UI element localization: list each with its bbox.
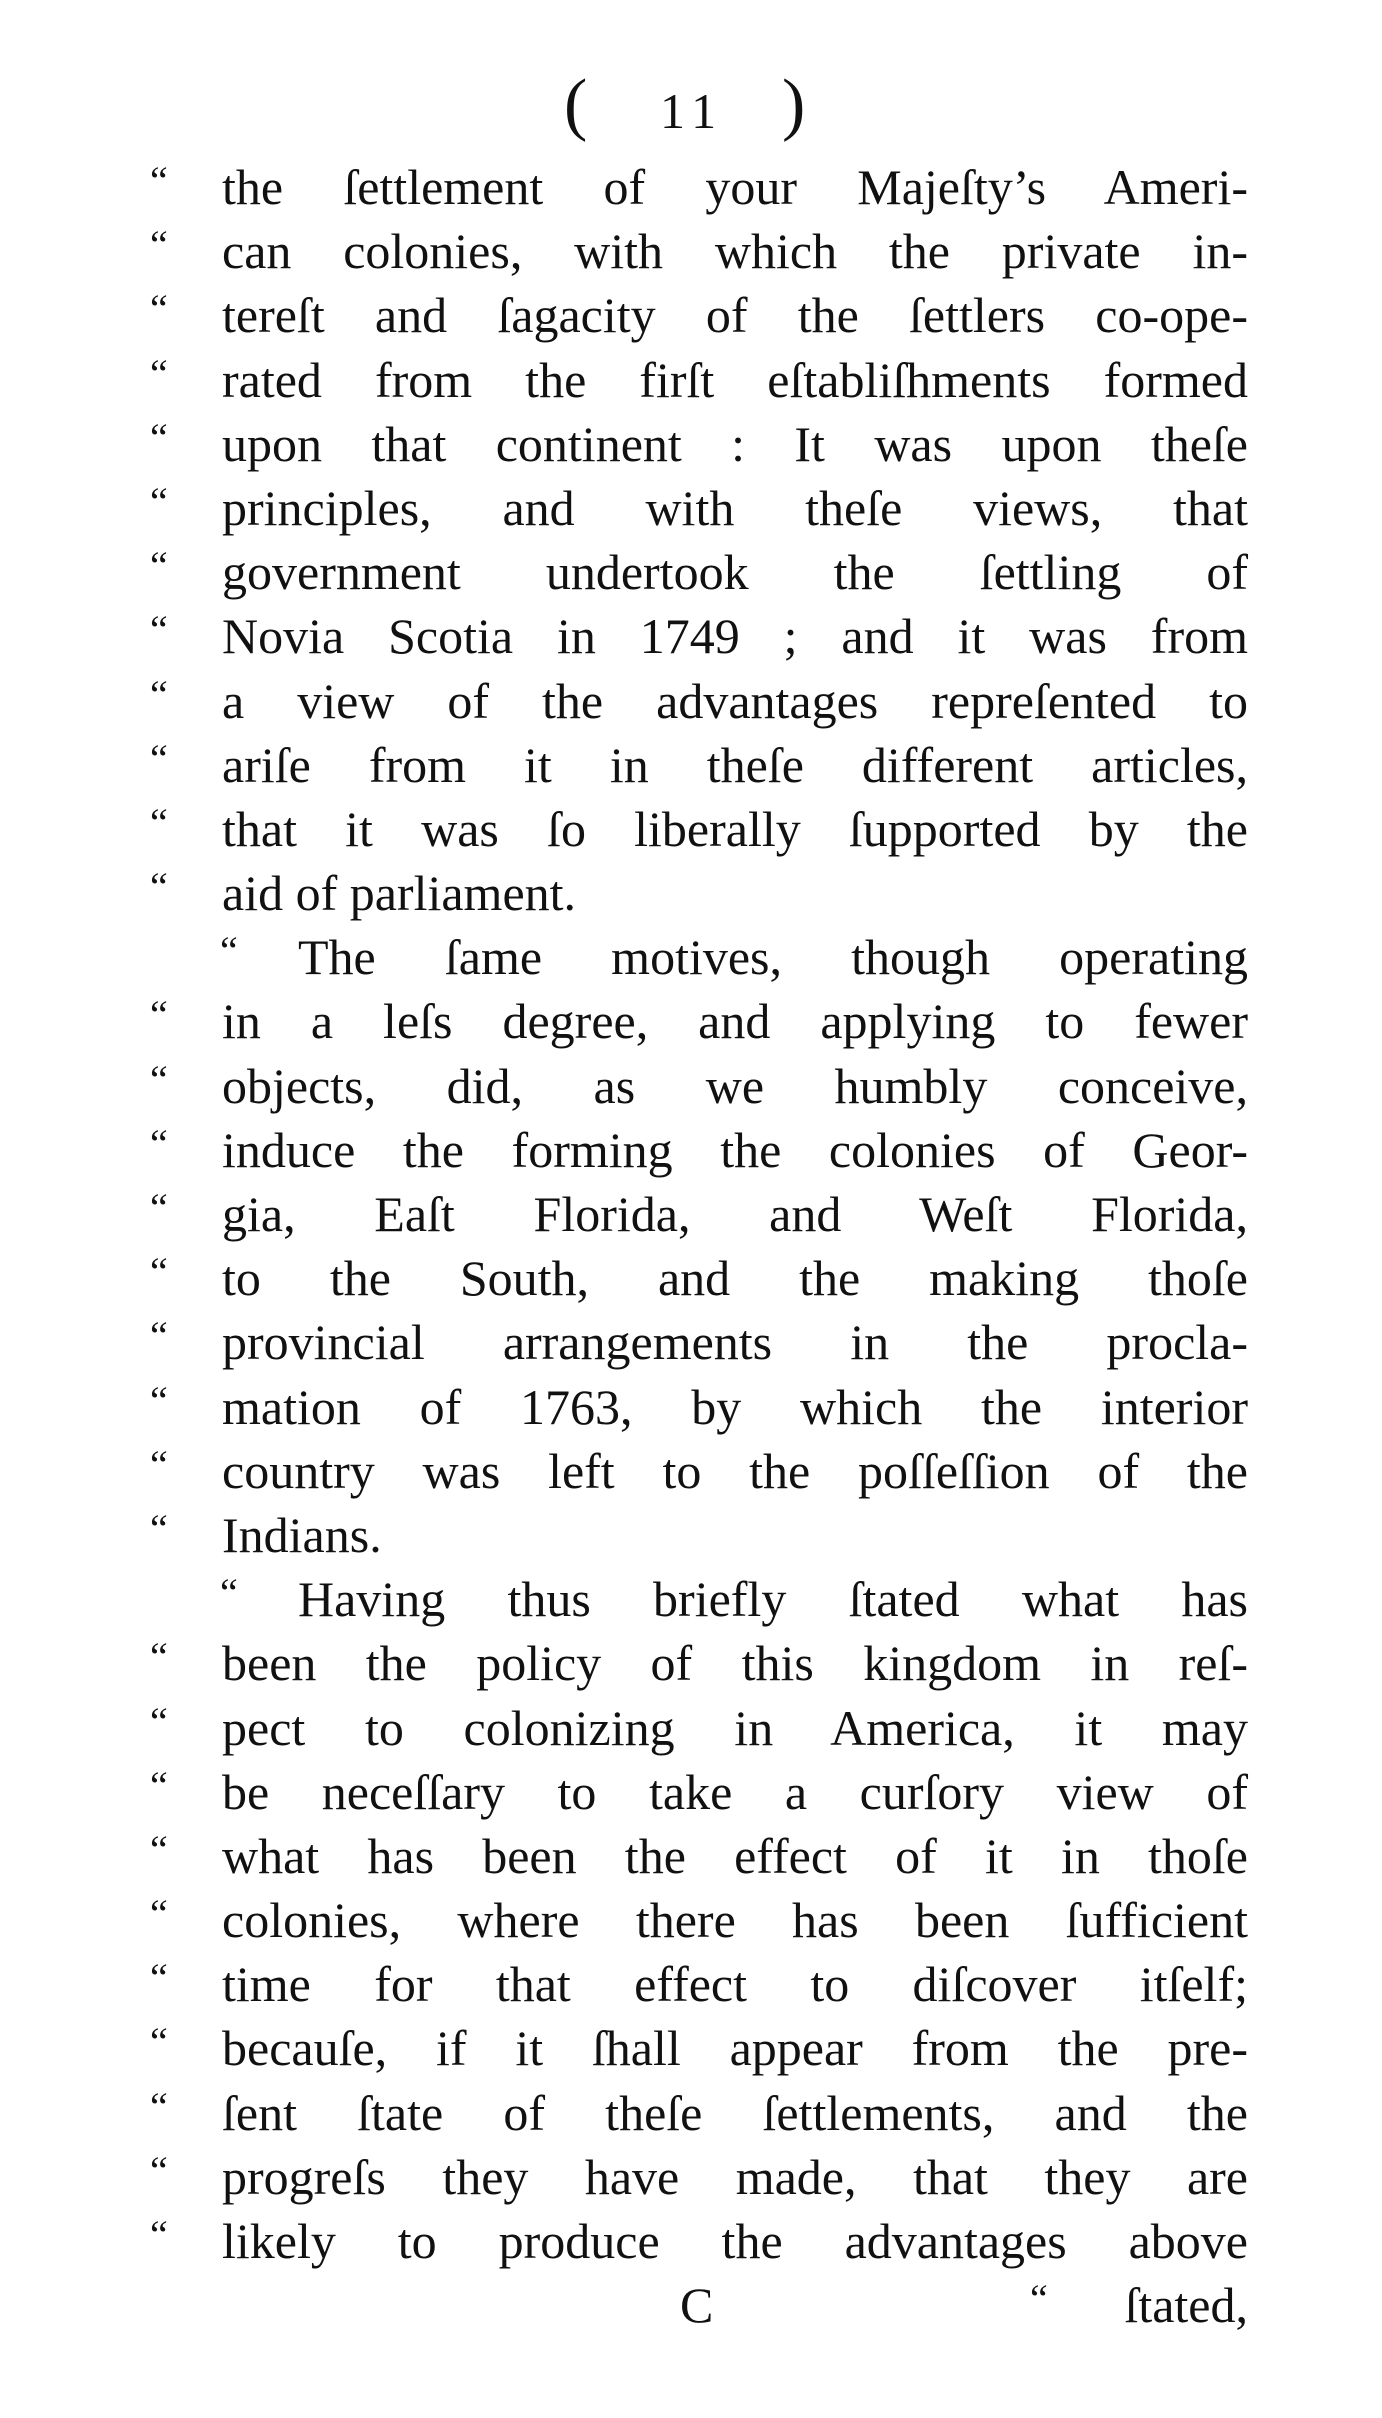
text-line xyxy=(0,733,1382,797)
line-text: tereſt and ſagacity of the ſettlers co-ope- xyxy=(222,287,1248,344)
quote-mark: “ xyxy=(150,2212,168,2257)
line-text: Novia Scotia in 1749 ; and it was from xyxy=(222,608,1248,665)
text-line xyxy=(0,2209,1382,2273)
text-line xyxy=(0,861,1382,925)
quote-mark: “ xyxy=(150,735,168,781)
quote-mark: “ xyxy=(150,2083,168,2129)
line-text: pect to colonizing in America, it may xyxy=(222,1699,1248,1756)
line-text: likely to produce the advantages above xyxy=(222,2213,1248,2269)
line-text: government undertook the ſettling of xyxy=(222,544,1248,601)
quote-mark: “ xyxy=(150,222,168,268)
line-text: The ſame motives, though operating xyxy=(298,929,1248,986)
line-text: what has been the effect of it in thoſe xyxy=(222,1827,1248,1884)
quote-mark: “ xyxy=(150,1505,168,1551)
page-number-value: 11 xyxy=(660,83,725,139)
text-line xyxy=(0,1375,1382,1439)
text-line xyxy=(0,1567,1382,1631)
line-text: colonies, where there has been ſufficient xyxy=(222,1892,1248,1949)
line-text: rated from the firſt eſtabliſhments formed xyxy=(222,351,1248,408)
text-line xyxy=(0,540,1382,604)
text-line xyxy=(0,604,1382,668)
quote-mark: “ xyxy=(150,1120,168,1166)
text-line xyxy=(0,797,1382,861)
body-text xyxy=(0,155,1382,2273)
line-text: progreſs they have made, that they are xyxy=(222,2148,1248,2205)
text-line xyxy=(0,1310,1382,1374)
quote-mark: “ xyxy=(150,1441,168,1487)
line-text: Having thus briefly ſtated what has xyxy=(298,1571,1248,1628)
line-text: the ſettlement of your Majeſty’s Ameri- xyxy=(222,159,1248,215)
text-line xyxy=(0,2081,1382,2145)
line-text: that it was ſo liberally ſupported by the xyxy=(222,800,1248,857)
page-number xyxy=(560,66,810,143)
quote-mark: “ xyxy=(150,1249,168,1295)
quote-mark: “ xyxy=(150,2147,168,2193)
line-text: upon that continent : It was upon theſe xyxy=(222,415,1248,472)
quote-mark: “ xyxy=(220,1570,238,1616)
text-line xyxy=(0,1696,1382,1760)
line-text: Indians. xyxy=(222,1506,382,1563)
quote-mark: “ xyxy=(150,671,168,717)
line-text: country was left to the poſſeſſion of the xyxy=(222,1442,1248,1499)
text-line xyxy=(0,989,1382,1053)
quote-mark: “ xyxy=(150,1826,168,1872)
line-text: in a leſs degree, and applying to fewer xyxy=(222,993,1248,1050)
catchword: ſtated, xyxy=(1124,2277,1248,2333)
quote-mark: “ xyxy=(150,1056,168,1102)
quote-mark: “ xyxy=(150,286,168,332)
catchword-quote-mark: “ xyxy=(1030,2276,1048,2321)
text-line xyxy=(0,2016,1382,2080)
line-text: mation of 1763, by which the interior xyxy=(222,1378,1248,1435)
line-text: principles, and with theſe views, that xyxy=(222,479,1248,536)
page-footer xyxy=(0,2273,1382,2337)
quote-mark: “ xyxy=(150,478,168,524)
quote-mark: “ xyxy=(150,350,168,396)
line-text: a view of the advantages repreſented to xyxy=(222,672,1248,729)
text-line xyxy=(0,348,1382,412)
text-line xyxy=(0,1824,1382,1888)
line-text: becauſe, if it ſhall appear from the pre- xyxy=(222,2020,1248,2077)
text-line xyxy=(0,1503,1382,1567)
quote-mark: “ xyxy=(150,414,168,460)
line-text: time for that effect to diſcover itſelf; xyxy=(222,1956,1248,2013)
quote-mark: “ xyxy=(150,543,168,589)
text-line xyxy=(0,925,1382,989)
line-text: can colonies, with which the private in- xyxy=(222,223,1248,280)
quote-mark: “ xyxy=(220,928,238,974)
text-line xyxy=(0,1054,1382,1118)
quote-mark: “ xyxy=(150,1955,168,2001)
line-text: aid of parliament. xyxy=(222,865,577,922)
page-number-close-paren: ) xyxy=(782,66,806,143)
quote-mark: “ xyxy=(150,992,168,1038)
quote-mark: “ xyxy=(150,158,168,203)
quote-mark: “ xyxy=(150,1377,168,1423)
line-text: induce the forming the colonies of Geor- xyxy=(222,1121,1248,1178)
quote-mark: “ xyxy=(150,1891,168,1937)
quote-mark: “ xyxy=(150,607,168,653)
signature-mark: C xyxy=(680,2277,714,2333)
quote-mark: “ xyxy=(150,1698,168,1744)
quote-mark: “ xyxy=(150,1634,168,1680)
line-text: be neceſſary to take a curſory view of xyxy=(222,1763,1248,1820)
text-line xyxy=(0,476,1382,540)
line-text: ſent ſtate of theſe ſettlements, and the xyxy=(222,2084,1248,2141)
line-text: ariſe from it in theſe different articles, xyxy=(222,736,1248,793)
line-text: gia, Eaſt Florida, and Weſt Florida, xyxy=(222,1186,1248,1242)
text-line xyxy=(0,1760,1382,1824)
text-line xyxy=(0,412,1382,476)
text-line xyxy=(0,219,1382,283)
text-line xyxy=(0,2145,1382,2209)
quote-mark: “ xyxy=(150,864,168,910)
line-text: been the policy of this kingdom in reſ- xyxy=(222,1635,1248,1692)
text-line xyxy=(0,1888,1382,1952)
quote-mark: “ xyxy=(150,1762,168,1808)
quote-mark: “ xyxy=(150,1185,168,1230)
text-line xyxy=(0,1118,1382,1182)
quote-mark: “ xyxy=(150,799,168,845)
quote-mark: “ xyxy=(150,1313,168,1359)
line-text: objects, did, as we humbly conceive, xyxy=(222,1057,1248,1114)
text-line xyxy=(0,283,1382,347)
text-line xyxy=(0,1439,1382,1503)
text-line xyxy=(0,1952,1382,2016)
line-text: provincial arrangements in the procla- xyxy=(222,1314,1248,1371)
text-line xyxy=(0,669,1382,733)
line-text: to the South, and the making thoſe xyxy=(222,1250,1248,1307)
text-line xyxy=(0,1182,1382,1246)
page-number-open-paren: ( xyxy=(564,66,588,143)
text-line xyxy=(0,1246,1382,1310)
text-line xyxy=(0,155,1382,219)
text-line xyxy=(0,1631,1382,1695)
quote-mark: “ xyxy=(150,2019,168,2065)
